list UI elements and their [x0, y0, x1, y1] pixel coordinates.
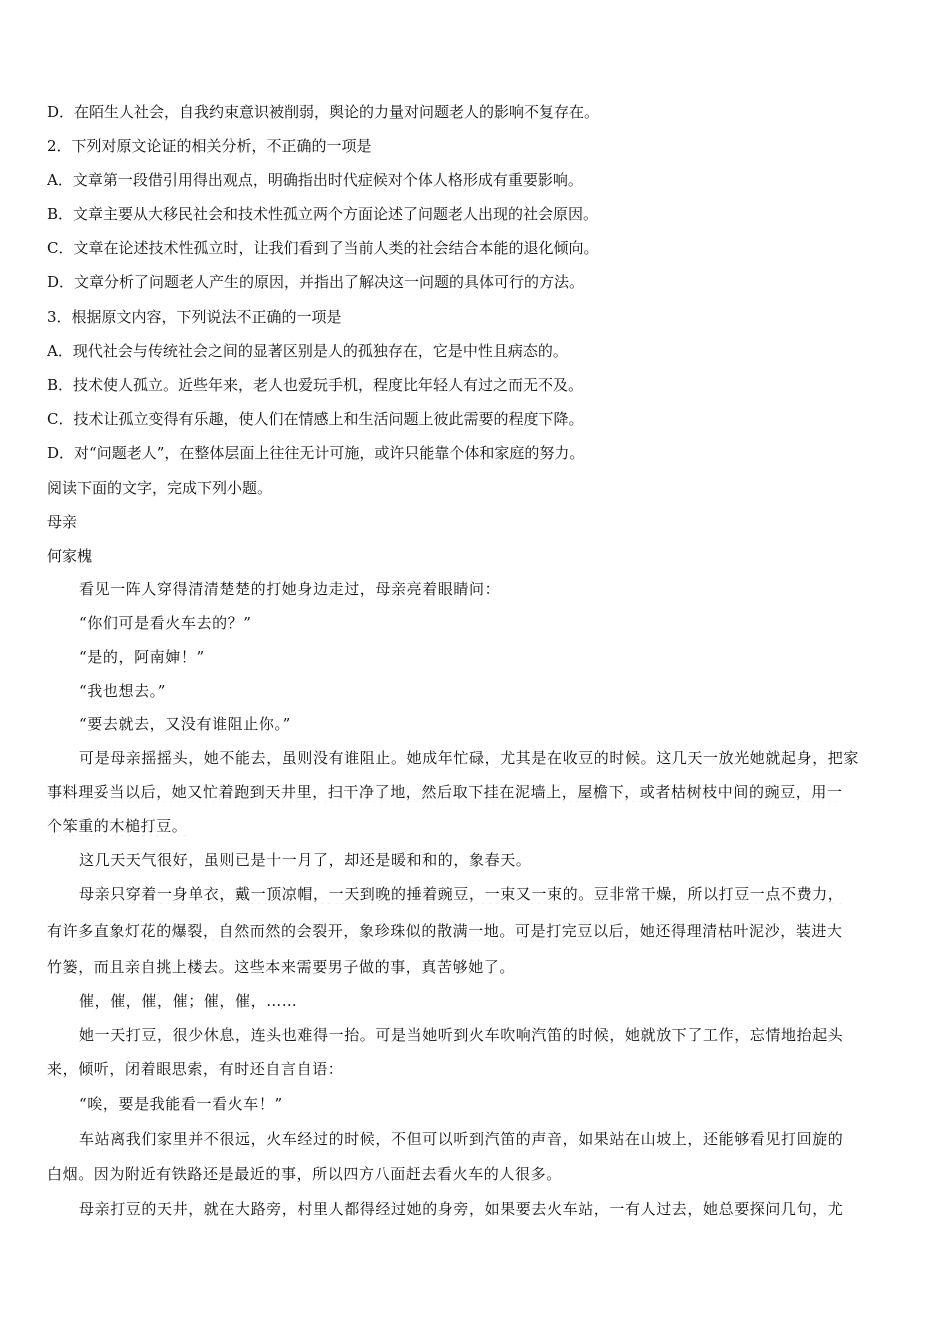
underlined-text: 个笨重的木槌打豆。	[47, 817, 188, 835]
underlined-text: 母亲只穿着一身单衣，戴一顶凉帽，一天到晚的捶着豌豆，一束又一束的。豆非常干燥，所以打豆一点不费力，	[79, 885, 844, 903]
story-text: 她还得理清枯叶泥沙，装进大	[639, 922, 843, 940]
q2-option-d: D．文章分析了问题老人产生的原因，并指出了解决这一问题的具体可行的方法。	[47, 273, 585, 291]
story-paragraph-station-line-2: 白烟。因为附近有铁路还是最近的事，所以四方八面赶去看火车的人很多。	[47, 1165, 562, 1183]
underlined-text: 事料理妥当以后，她又忙着跑到天井里，扫干净了地，然后取下挂在泥墙上，屋檐下，或者枯树枝中间的豌豆，用一	[47, 783, 843, 801]
story-title: 母亲	[47, 513, 78, 531]
story-line-1: 看见一阵人穿得清清楚楚的打她身边走过，母亲亮着眼睛问：	[79, 580, 501, 598]
story-paragraph-busy-line-3	[47, 816, 903, 836]
q3-option-b: B．技术使人孤立。近些年来，老人也爱玩手机，程度比年轻人有过之而无不及。	[47, 376, 584, 394]
q3-option-c: C．技术让孤立变得有乐趣，使人们在情感上和生活问题上彼此需要的程度下降。	[47, 410, 584, 428]
q3-option-a: A．现代社会与传统社会之间的显著区别是人的孤独存在，它是中性且病态的。	[47, 342, 568, 360]
story-line-4: “我也想去。”	[79, 682, 167, 700]
story-paragraph-listen-line-2: 来，倾听，闭着眼思索，有时还自言自语：	[47, 1060, 344, 1078]
story-paragraph-beans-line-1	[79, 884, 903, 904]
story-paragraph-beans-line-3	[47, 957, 903, 977]
reading-instruction: 阅读下面的文字，完成下列小题。	[47, 479, 273, 497]
q2-option-c: C．文章在论述技术性孤立时，让我们看到了当前人类的社会结合本能的退化倾向。	[47, 239, 599, 257]
underlined-text: 有许多直象灯花的爆裂，自然而然的会裂开，象珍珠似的散满一地。可是打完豆以后，	[47, 922, 640, 940]
story-text: 这些本来需要男子做的事，真苦够她了。	[234, 958, 516, 976]
story-paragraph-listen-line-1: 她一天打豆，很少休息，连头也难得一抬。可是当她听到火车吹响汽笛的时候，她就放下了工作，忘情地抬起头	[79, 1026, 844, 1044]
story-text: 可是母亲摇摇头，她不能去，虽则没有谁阻止。	[79, 749, 407, 767]
story-paragraph-busy-line-1	[79, 748, 903, 768]
story-paragraph-station-line-1: 车站离我们家里并不很远，火车经过的时候，不但可以听到汽笛的声音，如果站在山坡上，还能够看见打回旋的	[79, 1130, 844, 1148]
story-line-3: “是的，阿南婶！”	[79, 648, 205, 666]
q2-stem: 2．下列对原文论证的相关分析，不正确的一项是	[47, 137, 372, 155]
underlined-text: 她成年忙碌，尤其是在收豆的时候。这几天一放光她就起身，把家	[406, 749, 860, 767]
story-line-5: “要去就去，又没有谁阻止你。”	[79, 715, 291, 733]
q2-option-b: B．文章主要从大移民社会和技术性孤立两个方面论述了问题老人出现的社会原因。	[47, 205, 599, 223]
story-author: 何家槐	[47, 547, 93, 565]
story-paragraph-busy-line-2	[47, 782, 903, 802]
story-line-wish: “唉，要是我能看一看火车！”	[79, 1095, 283, 1113]
story-paragraph-yard-line-1: 母亲打豆的天井，就在大路旁，村里人都得经过她的身旁，如果要去火车站，一有人过去，她总要探问几句，尤	[79, 1200, 844, 1218]
story-text: 竹篓，而且亲自挑上楼去。	[47, 958, 235, 976]
q1-option-d: D．在陌生人社会，自我约束意识被削弱，舆论的力量对问题老人的影响不复存在。	[47, 103, 600, 121]
q2-option-a: A．文章第一段借引用得出观点，明确指出时代症候对个体人格形成有重要影响。	[47, 171, 583, 189]
story-line-sound: 催，催，催，催；催，催，……	[79, 992, 298, 1010]
q3-stem: 3．根据原文内容，下列说法不正确的一项是	[47, 308, 342, 326]
story-paragraph-beans-line-2	[47, 921, 903, 941]
story-line-weather: 这几天天气很好，虽则已是十一月了，却还是暖和和的，象春天。	[79, 851, 532, 869]
story-line-2: “你们可是看火车去的？”	[79, 614, 252, 632]
q3-option-d: D．对“问题老人”，在整体层面上往往无计可施，或许只能靠个体和家庭的努力。	[47, 444, 585, 462]
